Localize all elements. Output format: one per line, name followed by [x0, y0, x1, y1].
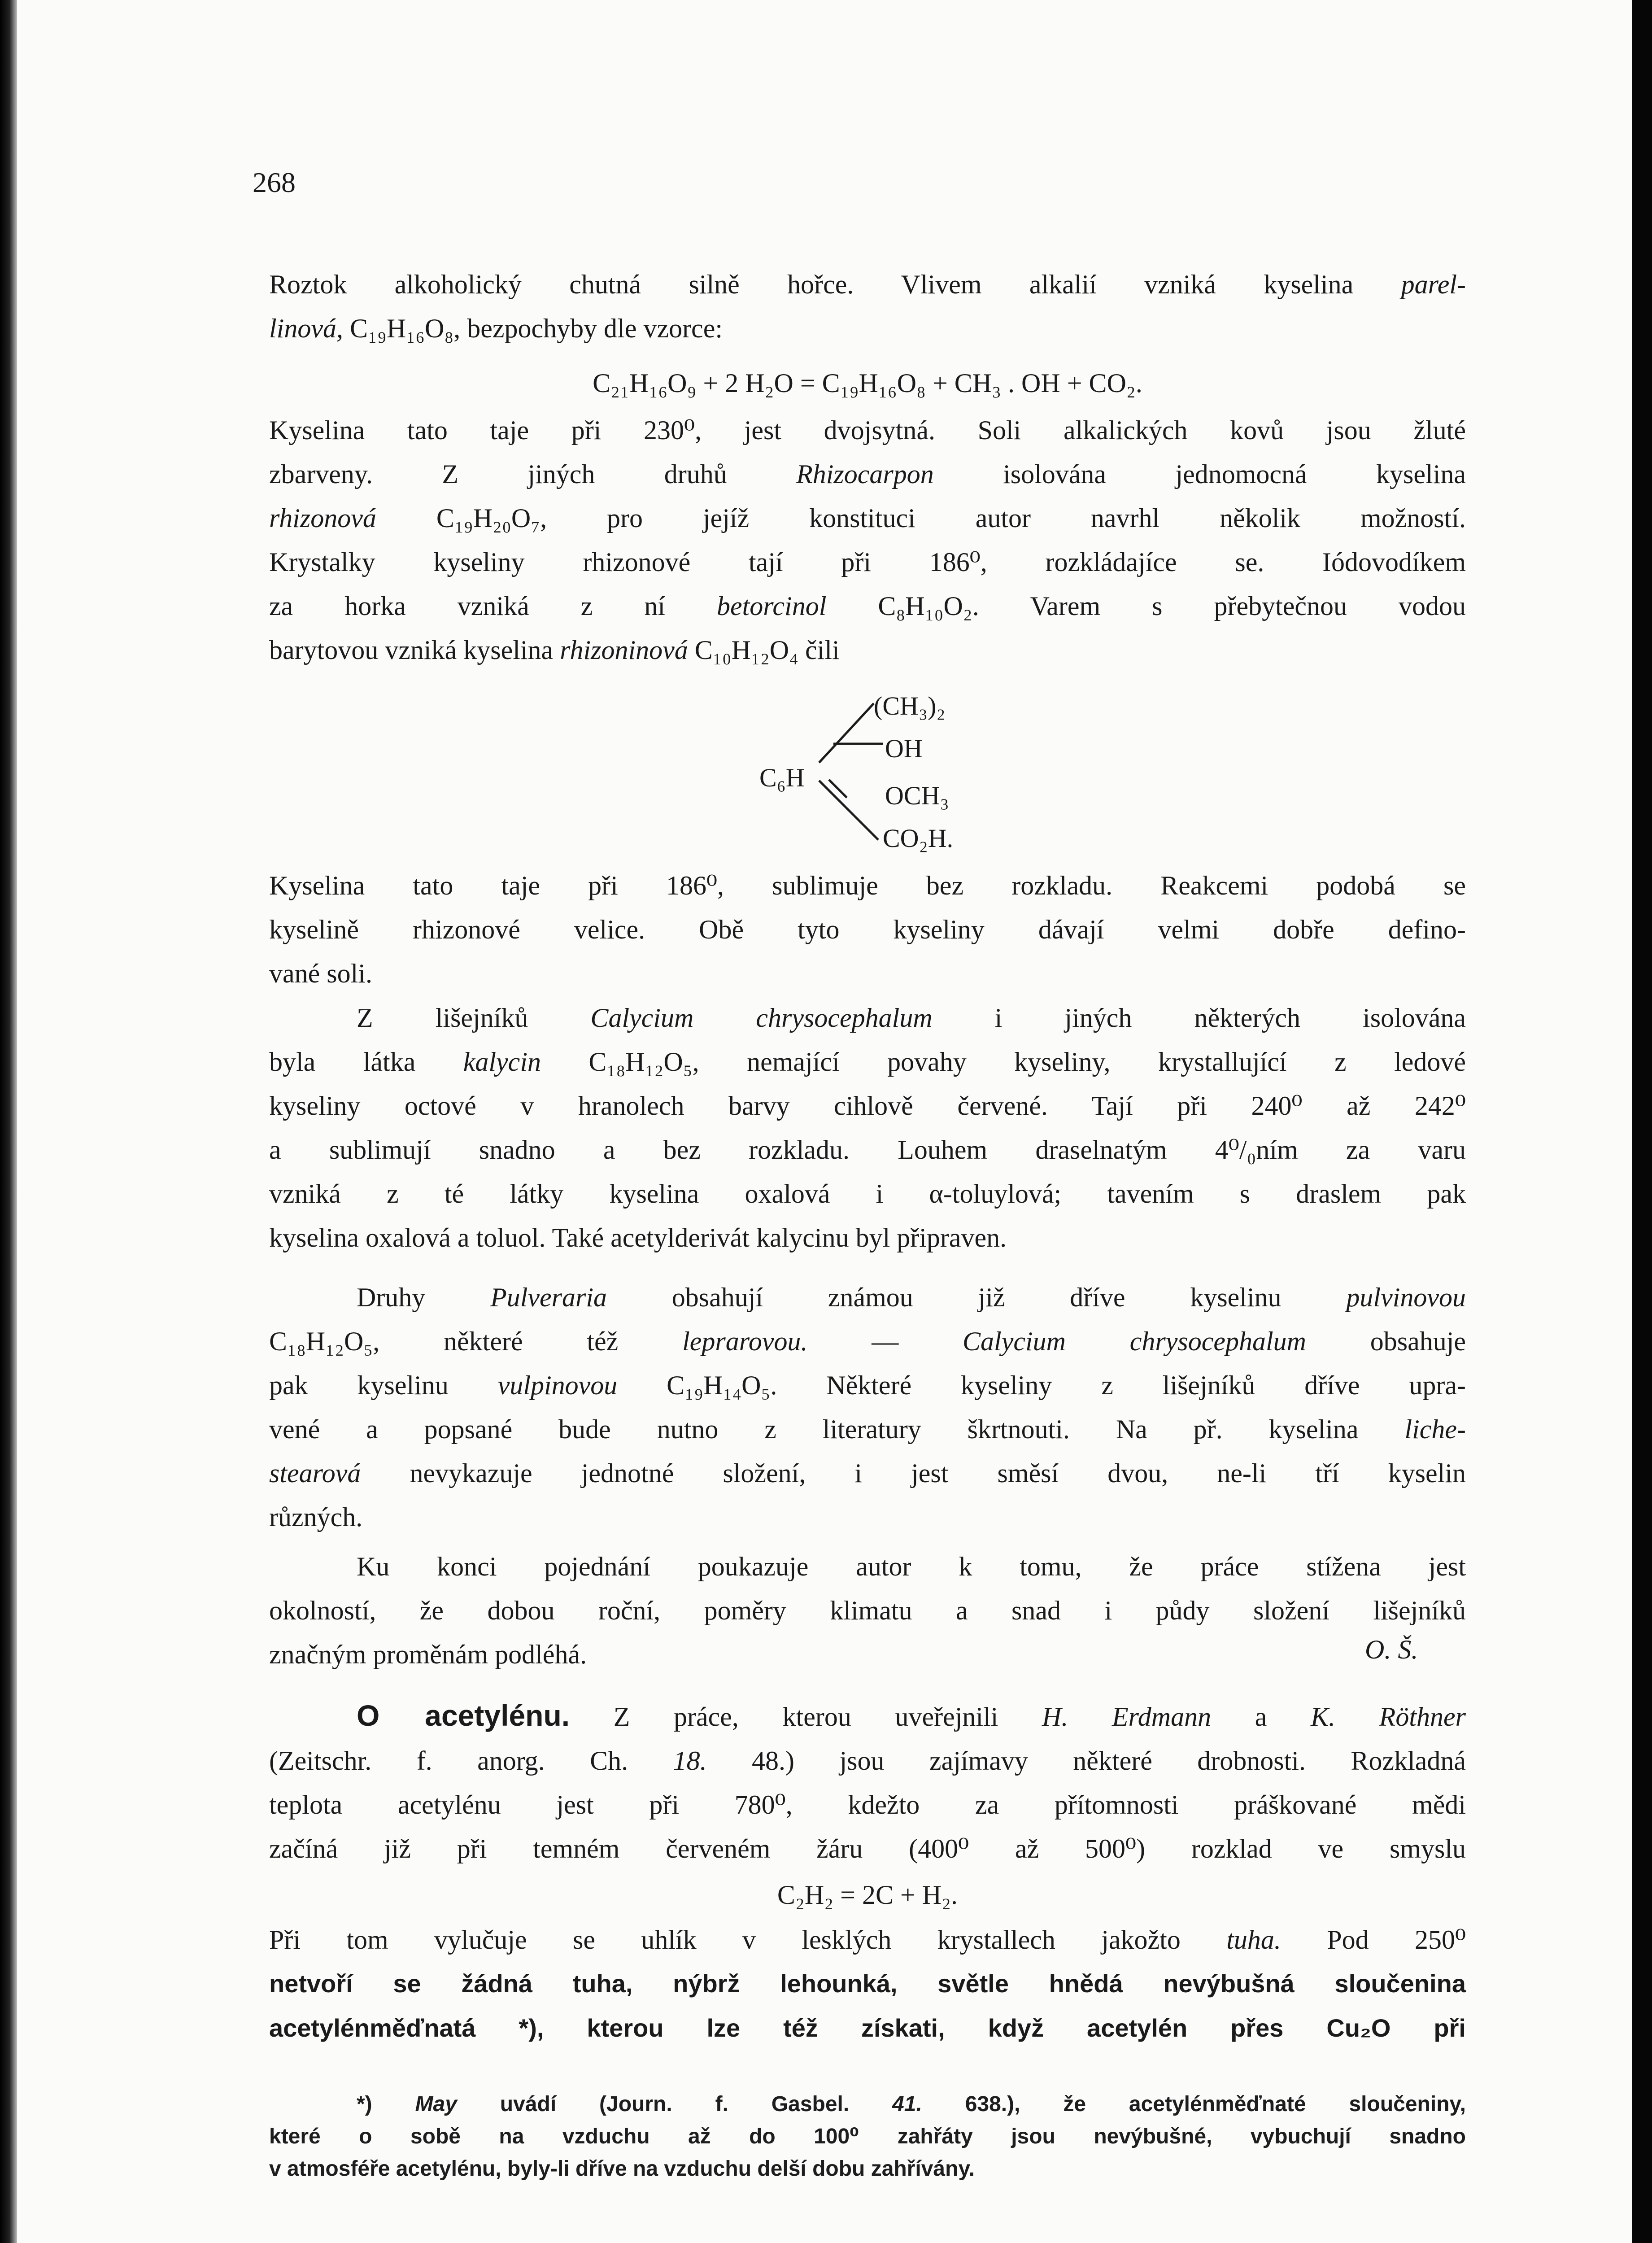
structure-core: C₆H	[759, 763, 805, 792]
text-run: —	[807, 1327, 963, 1356]
text-line: acetylénměďnatá *), kterou lze též získati, když acetylén přes Cu₂O při	[269, 2014, 1466, 2042]
text-line: teplota acetylénu jest při 780⁰, kdežto za přítomnosti práškované mědi	[269, 1790, 1466, 1820]
footnote	[269, 2088, 1466, 2185]
bond-line	[819, 703, 874, 763]
italic-term: May	[415, 2092, 457, 2116]
text-line: kyselině rhizonové velice. Obě tyto kyseliny dávají velmi dobře defino-	[269, 915, 1466, 944]
text-run: C₁₉H₁₄O₅. Některé kyseliny z lišejníků dříve upra-	[617, 1370, 1466, 1400]
italic-term: H. Erdmann	[1042, 1702, 1212, 1732]
italic-term: Pulveraria	[490, 1283, 607, 1312]
structure-bonds	[815, 691, 887, 852]
text-run: uvádí (Journ. f. Gasbel.	[457, 2092, 893, 2116]
italic-term: liche-	[1404, 1414, 1466, 1444]
text-run: C₁₈H₁₂O₅, některé též	[269, 1327, 683, 1356]
text-run: Při tom vylučuje se uhlík v lesklých krystallech jakožto	[269, 1925, 1227, 1955]
text-run: C₁₉H₂₀O₇, pro jejíž konstituci autor navrhl několik možností.	[376, 503, 1466, 533]
text-run: Z práce, kterou uveřejnili	[570, 1702, 1042, 1732]
page-number: 268	[253, 166, 296, 198]
italic-term: rhizonová	[269, 503, 376, 533]
text-line: Kyselina tato taje při 186⁰, sublimuje bez rozkladu. Reakcemi podobá se	[269, 871, 1466, 900]
italic-term: 41.	[892, 2092, 922, 2116]
section-heading: O acetylénu.	[357, 1699, 570, 1732]
text-line: a sublimují snadno a bez rozkladu. Louhem draselnatým 4⁰/₀ním za varu	[269, 1135, 1466, 1165]
text-run: za horka vzniká z ní	[269, 591, 717, 621]
text-line: Ku konci pojednání poukazuje autor k tomu, že práce stížena jest	[357, 1552, 1466, 1581]
text-run: pak kyselinu	[269, 1370, 498, 1400]
scan-edge-strip	[0, 0, 17, 2243]
italic-term: kalycin	[463, 1047, 541, 1077]
italic-term: Rhizocarpon	[796, 459, 934, 489]
paragraph-calycin	[269, 996, 1466, 1260]
text-run: a	[1211, 1702, 1311, 1732]
book-page	[17, 0, 1632, 2243]
text-run: Roztok alkoholický chutná silně hořce. Vlivem alkalií vzniká kyselina	[269, 270, 1401, 299]
text-line: vzniká z té látky kyselina oxalová i α-toluylová; tavením s draslem pak	[269, 1179, 1466, 1209]
text-run: byla látka	[269, 1047, 463, 1077]
structure-group-dimethyl: (CH₃)₂	[874, 691, 946, 720]
italic-term: stearová	[269, 1458, 361, 1488]
structure-group-carboxyl: CO₂H.	[883, 824, 954, 853]
text-line: začíná již při temném červeném žáru (400⁰ až 500⁰) rozklad ve smyslu	[269, 1834, 1466, 1863]
text-line: značným proměnám podléhá.	[269, 1640, 587, 1669]
text-run: Druhy	[357, 1283, 491, 1312]
text-run: (Zeitschr. f. anorg. Ch.	[269, 1746, 673, 1776]
paragraph-pulveraria	[269, 1275, 1466, 1539]
text-run: obsahuje	[1306, 1327, 1466, 1356]
text-run: Z lišejníků	[357, 1003, 591, 1033]
author-signature: O. Š.	[1365, 1635, 1418, 1664]
bond-line	[829, 780, 847, 798]
italic-term: betorcinol	[716, 591, 827, 621]
bond-line	[819, 781, 878, 840]
italic-term: rhizoninová	[560, 635, 688, 665]
text-line: které o sobě na vzduchu až do 100⁰ zahřáty jsou nevýbušné, vybuchují snadno	[269, 2125, 1466, 2148]
text-line: netvoří se žádná tuha, nýbrž lehounká, světle hnědá nevýbušná sloučenina	[269, 1969, 1466, 1998]
text-line: vané soli.	[269, 959, 372, 988]
text-line: kyseliny octové v hranolech barvy cihlově červené. Tají při 240⁰ až 242⁰	[269, 1091, 1466, 1121]
text-line: okolností, že dobou roční, poměry klimatu a snad i půdy složení lišejníků	[269, 1596, 1466, 1625]
structure-group-hydroxyl: OH	[885, 734, 923, 763]
paragraph-intro	[269, 262, 1466, 350]
italic-term: linová,	[269, 314, 343, 343]
footnote-marker: *)	[357, 2092, 415, 2116]
text-run: C₈H₁₀O₂. Varem s přebytečnou vodou	[826, 591, 1466, 621]
italic-term: pulvinovou	[1346, 1283, 1466, 1312]
paragraph-graphite	[269, 1918, 1466, 2050]
text-run: isolována jednomocná kyselina	[933, 459, 1466, 489]
text-line: Kyselina tato taje při 230⁰, jest dvojsytná. Soli alkalických kovů jsou žluté	[269, 415, 1466, 445]
formula-equation-1: C₂₁H₁₆O₉ + 2 H₂O = C₁₉H₁₆O₈ + CH₃ . OH + CO₂.	[593, 368, 1142, 398]
text-run: 48.) jsou zajímavy některé drobnosti. Rozkladná	[706, 1746, 1466, 1776]
article-acetylene	[269, 1693, 1466, 1871]
text-run: Pod 250⁰	[1281, 1925, 1466, 1955]
text-line: Krystalky kyseliny rhizonové tají při 186⁰, rozkládajíce se. Iódovodíkem	[269, 547, 1466, 577]
text-run: C₁₉H₁₆O₈, bezpochyby dle vzorce:	[343, 314, 723, 343]
italic-term: tuha.	[1226, 1925, 1281, 1955]
text-line: v atmosféře acetylénu, byly-li dříve na vzduchu delší dobu zahřívány.	[269, 2157, 975, 2181]
text-line: různých.	[269, 1502, 363, 1532]
paragraph-rhizoninic-acid	[269, 864, 1466, 995]
text-run: zbarveny. Z jiných druhů	[269, 459, 797, 489]
text-run: vené a popsané bude nutno z literatury škrtnouti. Na př. kyselina	[269, 1414, 1405, 1444]
text-run: 638.), že acetylénměďnaté sloučeniny,	[922, 2092, 1466, 2116]
text-run: C₁₀H₁₂O₄ čili	[688, 635, 840, 665]
italic-term: 18.	[673, 1746, 707, 1776]
formula-equation-2: C₂H₂ = 2C + H₂.	[777, 1880, 958, 1910]
text-run: C₁₈H₁₂O₅, nemající povahy kyseliny, krystallující z ledové	[540, 1047, 1466, 1077]
text-run: obsahují známou již dříve kyselinu	[607, 1283, 1347, 1312]
paragraph-rhizonic-acid	[269, 408, 1466, 672]
text-run: nevykazuje jednotné složení, i jest směsí dvou, ne-li tří kyselin	[361, 1458, 1466, 1488]
italic-term: K. Röthner	[1311, 1702, 1466, 1732]
text-line: kyselina oxalová a toluol. Také acetylderivát kalycinu byl připraven.	[269, 1223, 1007, 1252]
italic-term: parel-	[1401, 270, 1466, 299]
text-run: barytovou vzniká kyselina	[269, 635, 560, 665]
italic-term: leprarovou.	[682, 1327, 808, 1356]
italic-term: Calycium chrysocephalum	[963, 1327, 1306, 1356]
italic-term: vulpinovou	[497, 1370, 618, 1400]
paragraph-conclusion	[269, 1545, 1466, 1676]
italic-term: Calycium chrysocephalum	[590, 1003, 933, 1033]
text-run: i jiných některých isolována	[932, 1003, 1466, 1033]
structure-group-methoxy: OCH₃	[885, 781, 949, 810]
